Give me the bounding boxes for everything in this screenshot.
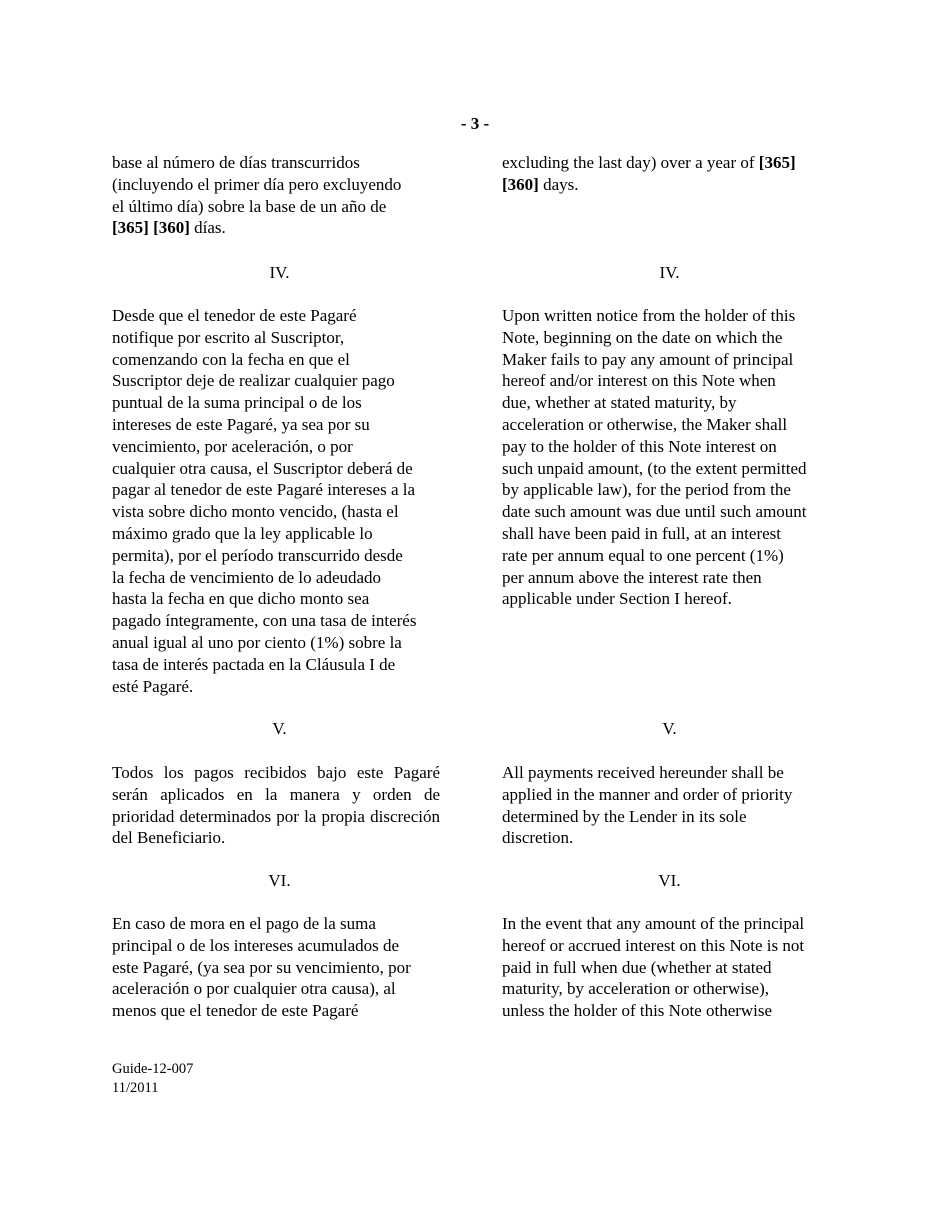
text-tail: días.	[194, 218, 226, 238]
footer-doc-id: Guide-12-007	[112, 1061, 194, 1077]
text-line: pagar al tenedor de este Pagaré intereses a la	[112, 480, 416, 500]
text-line: pagado íntegramente, con una tasa de interés	[112, 611, 417, 631]
right-heading-iv: IV.	[659, 263, 680, 282]
text-line: anual igual al uno por ciento (1%) sobre la	[112, 632, 402, 652]
text-line: date such amount was due until such amount	[502, 502, 807, 522]
right-section-iv	[502, 305, 847, 610]
footer	[112, 1060, 193, 1098]
text-line	[502, 174, 847, 196]
text-line: comenzando con la fecha en que el	[112, 349, 350, 369]
text-line: discretion.	[502, 828, 574, 848]
text-line: rate per annum equal to one percent (1%)	[502, 545, 784, 565]
text-line: permita), por el período transcurrido desde	[112, 545, 403, 565]
text-line: unless the holder of this Note otherwise	[502, 1001, 773, 1021]
bold-360: [360]	[502, 174, 539, 194]
text-line: Upon written notice from the holder of this	[502, 306, 796, 325]
text-line	[502, 152, 847, 174]
text-line: Maker fails to pay any amount of principal	[502, 349, 794, 369]
text-line: vista sobre dicho monto vencido, (hasta el	[112, 502, 399, 522]
text-line: applied in the manner and order of priority	[502, 784, 793, 804]
text-line: cualquier otra causa, el Suscriptor deberá de	[112, 458, 413, 478]
text-line: tasa de interés pactada en la Cláusula I de	[112, 654, 396, 674]
left-section-iv	[112, 305, 457, 697]
text-line: vencimiento, por aceleración, o por	[112, 436, 353, 456]
text-line: due, whether at stated maturity, by	[502, 393, 737, 413]
text-line: esté Pagaré.	[112, 676, 194, 696]
text-line: paid in full when due (whether at stated	[502, 957, 772, 977]
text-line: la fecha de vencimiento de lo adeudado	[112, 567, 382, 587]
text-line: menos que el tenedor de este Pagaré	[112, 1001, 359, 1021]
text-line: puntual de la suma principal o de los	[112, 393, 362, 413]
text-tail: days.	[543, 174, 579, 194]
text-line: base al número de días transcurridos	[112, 153, 360, 172]
text-head: excluding the last day) over a year of	[502, 153, 755, 172]
text-line: pay to the holder of this Note interest on	[502, 436, 777, 456]
right-heading-vi: VI.	[658, 871, 681, 890]
text-line: determined by the Lender in its sole	[502, 806, 747, 826]
left-section-v: Todos los pagos recibidos bajo este Pagaré serán aplicados en la manera y orden de prioridad determinados por la propia discreción del Beneficiario.	[112, 763, 440, 848]
text-line: intereses de este Pagaré, ya sea por su	[112, 414, 370, 434]
text-line: este Pagaré, (ya sea por su vencimiento, por	[112, 957, 411, 977]
text-line	[112, 217, 447, 239]
text-line: hereof or accrued interest on this Note is not	[502, 935, 805, 955]
right-continuation	[502, 152, 847, 196]
text-line: Note, beginning on the date on which the	[502, 327, 783, 347]
right-heading-v: V.	[662, 719, 677, 738]
text-line: applicable under Section I hereof.	[502, 589, 732, 609]
text-line: shall have been paid in full, at an interest	[502, 523, 781, 543]
left-continuation	[112, 152, 447, 239]
left-section-vi	[112, 913, 457, 1022]
right-section-vi	[502, 913, 847, 1022]
footer-date: 11/2011	[112, 1080, 159, 1096]
bold-360: [360]	[153, 218, 190, 238]
text-line: hasta la fecha en que dicho monto sea	[112, 589, 370, 609]
text-line: such unpaid amount, (to the extent permitted	[502, 458, 807, 478]
left-heading-v: V.	[272, 719, 287, 738]
text-line: Suscriptor deje de realizar cualquier pago	[112, 371, 395, 391]
text-line: el último día) sobre la base de un año de	[112, 196, 387, 216]
text-line: All payments received hereunder shall be	[502, 763, 784, 782]
text-line: En caso de mora en el pago de la suma	[112, 914, 376, 933]
bold-365: [365]	[112, 218, 149, 238]
bold-365: [365]	[758, 153, 796, 172]
text-line: aceleración o por cualquier otra causa), al	[112, 979, 396, 999]
text-line: per annum above the interest rate then	[502, 567, 762, 587]
text-line: notifique por escrito al Suscriptor,	[112, 327, 345, 347]
text-line: In the event that any amount of the principal	[502, 914, 805, 933]
left-heading-vi: VI.	[268, 871, 291, 890]
right-section-v	[502, 762, 847, 849]
text-line: maturity, by acceleration or otherwise),	[502, 979, 770, 999]
text-line: (incluyendo el primer día pero excluyendo	[112, 174, 402, 194]
left-heading-iv: IV.	[269, 263, 290, 282]
text-line: principal o de los intereses acumulados de	[112, 935, 400, 955]
page-number: - 3 -	[460, 114, 490, 133]
text-line: máximo grado que la ley applicable lo	[112, 523, 373, 543]
text-line: acceleration or otherwise, the Maker shall	[502, 414, 788, 434]
text-line: Desde que el tenedor de este Pagaré	[112, 306, 357, 325]
text-line: hereof and/or interest on this Note when	[502, 371, 776, 391]
text-line: by applicable law), for the period from the	[502, 480, 791, 500]
